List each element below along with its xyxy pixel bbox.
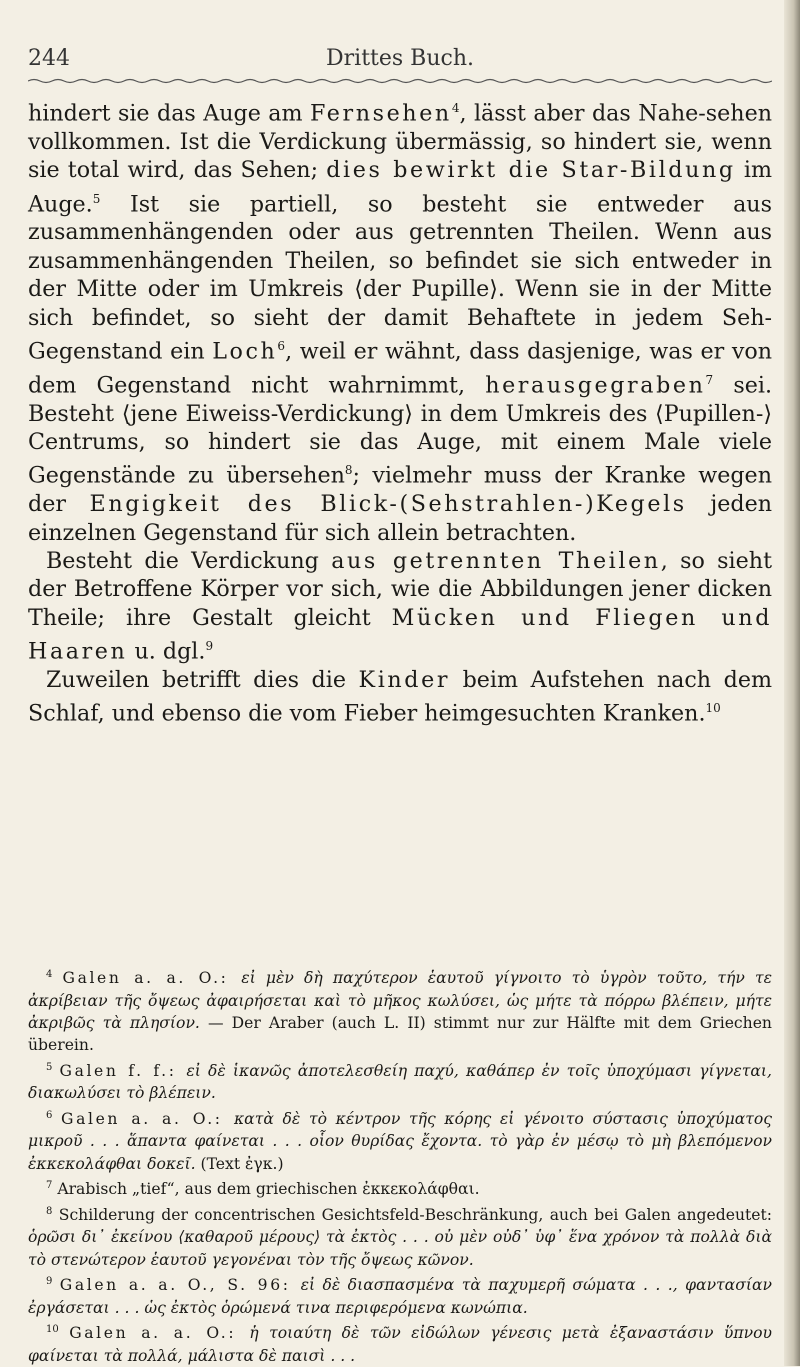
text-run: ; vielmehr muss der Kranke wegen der <box>28 462 772 518</box>
footnote-number: 5 <box>46 1061 53 1073</box>
footnote <box>28 1057 772 1105</box>
text-run: Zuweilen betrifft dies die <box>46 667 359 694</box>
footnote-text: — Der Araber (auch L. II) stimmt nur zur Hälfte mit dem Griechen überein. <box>28 1014 772 1055</box>
footnote-number: 8 <box>46 1205 53 1217</box>
footnote <box>28 1105 772 1175</box>
greek-quote: ὁρῶσι δι᾽ ἐκείνου ⟨καθαροῦ μέρους⟩ τὰ ἐκτὸς . . . οὐ μὲν οὐδ᾽ ὑφ᾽ ἕνα χρόνον τὰ πολλὰ διὰ τὸ στενώτερον ἑαυτοῦ γεγονέναι τὸν τῆς ὄψεως κῶνον. <box>28 1228 772 1269</box>
footnote-source: Galen a. a. O.: <box>69 1324 250 1343</box>
footnote-ref: 8 <box>344 463 353 478</box>
footnote-text: Arabisch „tief“, aus dem griechischen ἐκκεκολάφθαι. <box>57 1180 480 1199</box>
footnote-ref: 9 <box>205 639 214 654</box>
text-run: hindert sie das Auge am <box>28 100 310 127</box>
running-title: Drittes Buch. <box>326 46 474 71</box>
footnote-ref: 10 <box>705 701 721 716</box>
text-run: beim Aufstehen nach dem Schlaf, und ebenso die vom Fieber heimgesuchten Kranken. <box>28 667 772 727</box>
text-run: , weil er wähnt, dass dasjenige, was er von dem Gegenstand nicht wahrnimmt, <box>28 338 772 399</box>
footnote-ref: 5 <box>92 191 101 206</box>
emphasis-text: Kinder <box>358 667 451 694</box>
running-header <box>28 46 772 76</box>
footnote-number: 6 <box>46 1109 53 1121</box>
greek-quote: κατὰ δὲ τὸ κέντρον τῆς κόρης εἰ γένοιτο σύστασις ὑποχύματος μικροῦ . . . ἅπαντα φαίνεται . . . οἷον θυρίδας ἔχοντα. τὸ γὰρ ἐν μέσῳ τὸ μὴ βλεπόμενον ἐκκεκολάφθαι δοκεῖ. <box>28 1110 772 1173</box>
emphasis-text: Loch <box>212 338 278 365</box>
footnote <box>28 1319 772 1367</box>
greek-quote: ἡ τοιαύτη δὲ τῶν εἰδώλων γένεσις μετὰ ἐξαναστάσιν ὕπνου φαίνεται τὰ πολλά, μάλιστα δὲ παισὶ . . . <box>28 1324 772 1365</box>
footnote-text: Schilderung der concentrischen Gesichtsfeld-Beschränkung, auch bei Galen angedeutet: <box>58 1206 772 1224</box>
main-text <box>28 94 772 728</box>
footnote-text: (Text ἐγκ.) <box>195 1154 284 1173</box>
greek-quote: εἰ μὲν δὴ παχύτερον ἑαυτοῦ γίγνοιτο τὸ ὑγρὸν τοῦτο, τήν τε ἀκρίβειαν τῆς ὄψεως ἀφαιρήσεται καὶ τὸ μῆκος κωλύσει, ὡς μήτε τὰ πόρρω βλέπειν, μήτε ἀκριβῶς τὰ πλησίον. <box>28 969 772 1032</box>
footnote-number: 7 <box>46 1180 53 1192</box>
footnote <box>28 1175 772 1201</box>
footnote-number: 4 <box>46 969 53 980</box>
text-run: im Auge. <box>28 157 772 217</box>
emphasis-text: dies bewirkt die Star-Bildung <box>326 157 736 184</box>
text-run: , so sieht der Betroffene Körper vor sich, wie die Abbildungen jener dicken Theile; ihre Gestalt gleicht <box>28 548 772 631</box>
page-number: 244 <box>28 46 70 71</box>
paragraph <box>28 94 772 547</box>
text-run: , lässt aber das Nahe-sehen vollkommen. Ist die Verdickung übermässig, so hindert sie, wenn sie total wird, das Sehen; <box>28 100 772 184</box>
footnote-ref: 7 <box>705 372 714 387</box>
emphasis-text: Fernsehen <box>309 100 452 127</box>
text-run: Besteht die Verdickung <box>46 548 332 575</box>
footnote <box>28 964 772 1057</box>
paragraph <box>28 666 772 728</box>
book-page <box>28 0 772 1366</box>
footnote-number: 10 <box>46 1324 59 1336</box>
footnote-source: Galen f. f.: <box>59 1062 187 1080</box>
emphasis-text: aus getrennten Theilen <box>331 548 661 575</box>
text-run: u. dgl. <box>127 638 206 665</box>
emphasis-text: Mücken und Fliegen und Haaren <box>28 604 772 665</box>
text-run: jeden einzelnen Gegenstand für sich allein betrachten. <box>28 491 772 546</box>
greek-quote: εἰ δὲ διασπασμένα τὰ παχυμερῆ σώματα . . ., φαντασίαν ἐργάσεται . . . ὡς ἐκτὸς ὁρώμενά τινα περιφερόμενα κωνώπια. <box>28 1276 772 1317</box>
footnote <box>28 1271 772 1319</box>
greek-quote: εἰ δὲ ἱκανῶς ἀποτελεσθείη παχύ, καθάπερ ἐν τοῖς ὑποχύμασι γίγνεται, διακωλύσει τὸ βλέπειν. <box>28 1062 772 1103</box>
footnotes <box>28 964 772 1367</box>
footnote-ref: 6 <box>277 339 286 354</box>
footnote-number: 9 <box>46 1276 53 1288</box>
emphasis-text: herausgegraben <box>485 372 706 399</box>
footnote-source: Galen a. a. O., S. 96: <box>59 1276 301 1295</box>
footnote <box>28 1201 772 1271</box>
page-edge <box>784 0 800 1366</box>
text-run: Ist sie partiell, so besteht sie entweder aus zusammenhängenden oder aus getrennten Theilen. Wenn aus zusammenhängenden Theilen, so befindet sie sich entweder in der Mitte oder im Umkreis ⟨der Pupille⟩. Wenn sie in der Mitte sich befindet, so sieht der damit Behaftete in jedem Seh-Gegenstand ein <box>28 191 772 365</box>
emphasis-text: Engigkeit des Blick-(Sehstrahlen-)Kegels <box>89 491 687 518</box>
decorative-rule <box>28 78 772 84</box>
text-run: sei. Besteht ⟨jene Eiweiss-Verdickung⟩ in dem Umkreis des ⟨Pupillen-⟩Centrums, so hindert sie das Auge, mit einem Male viele Gegenstände zu übersehen <box>28 372 773 489</box>
footnote-source: Galen a. a. O.: <box>62 969 242 988</box>
paragraph <box>28 547 772 666</box>
footnote-ref: 4 <box>451 101 460 115</box>
footnote-source: Galen a. a. O.: <box>61 1110 234 1128</box>
